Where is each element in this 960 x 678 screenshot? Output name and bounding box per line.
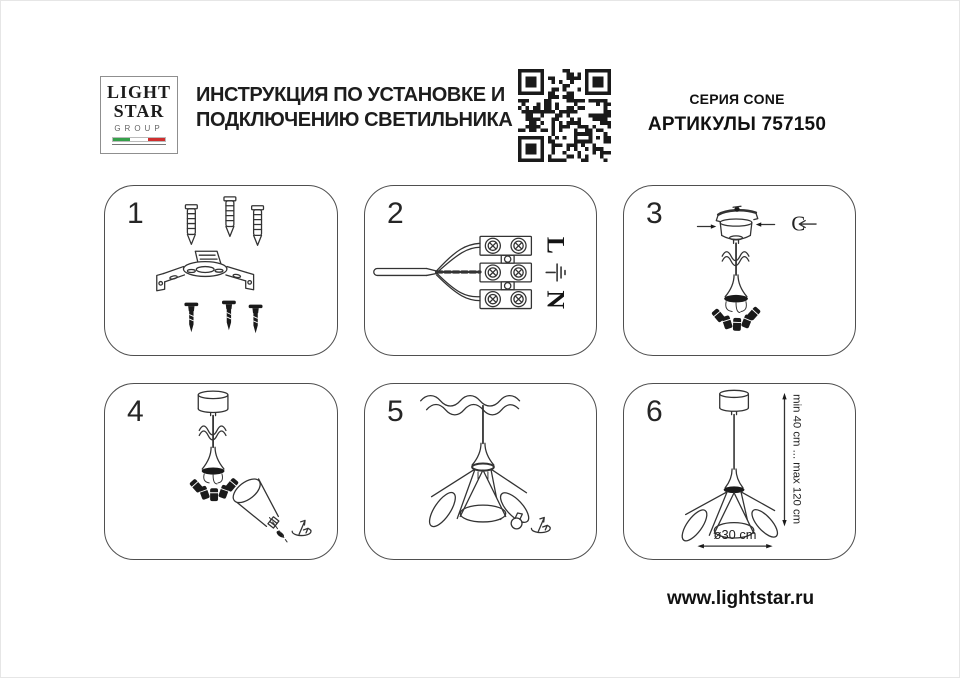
step-number-3: 3: [646, 197, 663, 230]
height-dimension-arrow: [782, 393, 786, 526]
logo-word-star: STAR: [113, 101, 165, 121]
qr-code: [518, 69, 611, 162]
step-number-2: 2: [387, 197, 404, 230]
step-panel-5: [364, 383, 597, 560]
step-number-5: 5: [387, 395, 404, 428]
lamp-socket-cluster: [711, 306, 761, 331]
label-line-L: L: [541, 236, 571, 254]
power-cable: [374, 243, 480, 300]
wall-anchor-icon: [252, 206, 264, 246]
mounting-bracket: [157, 251, 254, 291]
flag-green: [113, 138, 130, 141]
flag-red: [148, 138, 165, 141]
canopy: [198, 391, 228, 416]
wall-anchor-icon: [185, 205, 197, 245]
document-title: [196, 83, 526, 133]
step-panel-1: [104, 185, 338, 356]
step-number-1: 1: [127, 197, 144, 230]
logo-word-group: GROUP: [114, 124, 164, 133]
lightstar-logo: [100, 76, 178, 154]
title-line-2: ПОДКЛЮЧЕНИЮ СВЕТИЛЬНИКА: [196, 109, 513, 131]
rotate-arrow-icon: [292, 520, 311, 535]
step-number-6: 6: [646, 395, 663, 428]
italian-flag-icon: [112, 137, 166, 142]
terminal-block: [480, 236, 531, 308]
screw-icon: [249, 305, 263, 334]
flag-white: [130, 138, 147, 141]
logo-rule: [112, 144, 166, 145]
wall-anchor-icon: [224, 197, 236, 237]
screw-icon: [222, 301, 236, 331]
diameter-label: ø30 cm: [713, 527, 757, 543]
step-panel-2: [364, 185, 597, 356]
earth-symbol-icon: [546, 264, 565, 281]
step-4-illustration: [105, 384, 337, 559]
step-2-illustration: [365, 186, 596, 355]
lamp-body: [724, 469, 745, 493]
step-panel-3: [623, 185, 856, 356]
logo-word-light: LIGHT: [106, 82, 172, 102]
step-number-4: 4: [127, 395, 144, 428]
ceiling-wave: [421, 396, 520, 415]
step-1-illustration: [105, 186, 337, 355]
lamp-body: [472, 443, 494, 470]
canopy: [720, 390, 749, 414]
series-name: СЕРИЯ CONE: [689, 91, 785, 107]
cone-shade: [425, 469, 475, 530]
website-url: www.lightstar.ru: [667, 588, 815, 609]
label-neutral-N: N: [541, 290, 571, 309]
lamp-body: [202, 447, 225, 484]
label-canopy-C: C: [791, 213, 806, 236]
step-3-illustration: [624, 186, 855, 355]
lamp-body: [724, 275, 748, 313]
title-line-1: ИНСТРУКЦИЯ ПО УСТАНОВКЕ И: [196, 84, 505, 106]
series-info: [637, 91, 837, 136]
canopy: [720, 219, 752, 243]
step-panel-4: [104, 383, 338, 560]
height-range-label: min 40 cm ... max 120 cm: [790, 394, 803, 525]
step-panel-6: [623, 383, 856, 560]
diameter-dimension-arrow: [697, 544, 772, 548]
screw-icon: [184, 303, 198, 333]
cone-shade: [229, 474, 287, 542]
rotate-arrow-icon: [531, 517, 550, 532]
article-number: АРТИКУЛЫ 757150: [647, 114, 827, 135]
step-5-illustration: [365, 384, 596, 559]
step-6-illustration: [624, 384, 855, 559]
